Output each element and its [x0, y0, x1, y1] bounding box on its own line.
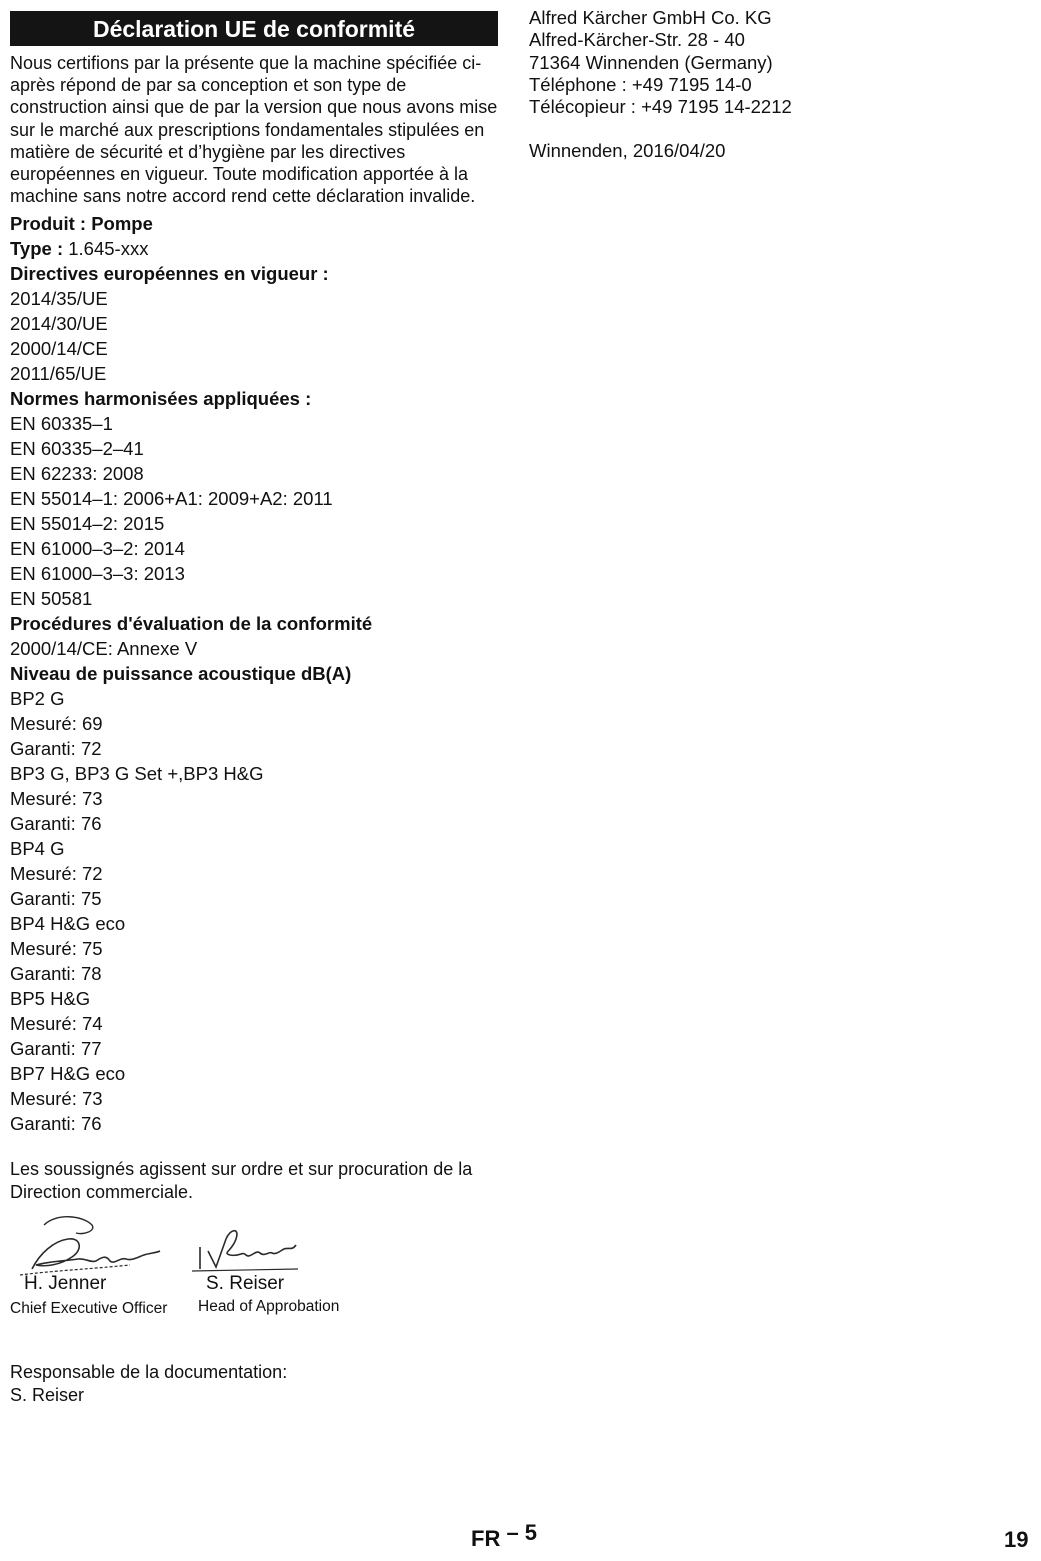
list-item: BP4 G: [10, 838, 65, 860]
standards-heading: Normes harmonisées appliquées :: [10, 388, 312, 410]
signatory-role-2: Head of Approbation: [198, 1298, 340, 1316]
list-item: Mesuré: 69: [10, 713, 103, 735]
signature-block: [10, 1211, 498, 1331]
jenner-signature-icon: [10, 1211, 170, 1281]
list-item: 2014/35/UE: [10, 288, 108, 310]
signatories-statement: Les soussignés agissent sur ordre et sur procuration de la Direction commerciale.: [10, 1159, 473, 1202]
list-item: Garanti: 76: [10, 813, 102, 835]
documentation-responsible: [10, 1361, 287, 1406]
product-label: Produit :: [10, 213, 87, 235]
list-item: Mesuré: 72: [10, 863, 103, 885]
acoustic-heading: Niveau de puissance acoustique dB(A): [10, 663, 352, 685]
list-item: Mesuré: 73: [10, 788, 103, 810]
list-item: Alfred-Kärcher-Str. 28 - 40: [529, 29, 745, 51]
list-item: BP2 G: [10, 688, 65, 710]
list-item: BP3 G, BP3 G Set +,BP3 H&G: [10, 763, 264, 785]
procedures-heading: Procédures d'évaluation de la conformité: [10, 613, 373, 635]
list-item: Mesuré: 75: [10, 938, 103, 960]
list-item: Télécopieur : +49 7195 14-2212: [529, 96, 792, 118]
reiser-signature-icon: [186, 1211, 306, 1281]
product-line: [10, 211, 498, 236]
list-item: Alfred Kärcher GmbH Co. KG: [529, 7, 772, 28]
company-address: [529, 7, 1009, 118]
product-value: Pompe: [91, 213, 153, 235]
documentation-name: S. Reiser: [10, 1384, 85, 1405]
list-item: EN 61000–3–3: 2013: [10, 563, 185, 585]
list-item: Téléphone : +49 7195 14-0: [529, 73, 752, 95]
list-item: EN 60335–1: [10, 413, 113, 435]
directives-list: [10, 286, 498, 386]
list-item: Garanti: 72: [10, 738, 102, 760]
list-item: 2014/30/UE: [10, 313, 108, 335]
page-title: Déclaration UE de conformité: [10, 11, 498, 46]
list-item: 2011/65/UE: [10, 363, 107, 385]
list-item: EN 50581: [10, 588, 93, 610]
signatory-name-1: H. Jenner: [24, 1273, 107, 1295]
footer-language: [471, 1520, 538, 1552]
directives-heading: Directives européennes en vigueur :: [10, 263, 329, 285]
list-item: Garanti: 78: [10, 963, 102, 985]
list-item: EN 62233: 2008: [10, 463, 144, 485]
list-item: EN 61000–3–2: 2014: [10, 538, 185, 560]
procedures-list: [10, 636, 498, 661]
list-item: Garanti: 75: [10, 888, 102, 910]
list-item: Garanti: 77: [10, 1038, 102, 1060]
place-date: Winnenden, 2016/04/20: [529, 140, 726, 162]
type-value: 1.645-xxx: [68, 238, 149, 260]
jenner-signature: [10, 1211, 180, 1318]
list-item: Garanti: 76: [10, 1113, 102, 1135]
company-column: [529, 7, 1009, 162]
declaration-column: [10, 11, 498, 1331]
documentation-label: Responsable de la documentation:: [10, 1362, 288, 1382]
list-item: EN 55014–2: 2015: [10, 513, 165, 535]
intro-paragraph: Nous certifions par la présente que la machine spécifiée ci-après répond de par sa conception et son type de construction ainsi que de par la version que nous avons mise sur le marché aux prescriptions fondamentales stipulées en matière de sécurité et d’hygiène par les directives européennes en vigueur. Toute modification apportée à la machine sans notre accord rend cette déclaration invalide.: [10, 53, 498, 207]
acoustic-list: [10, 686, 498, 1136]
type-line: [10, 236, 498, 261]
signatory-role-1: Chief Executive Officer: [10, 1300, 168, 1318]
list-item: BP7 H&G eco: [10, 1063, 126, 1085]
standards-list: [10, 411, 498, 611]
footer-section-number: – 5: [506, 1520, 538, 1545]
list-item: BP5 H&G: [10, 988, 91, 1010]
type-label: Type :: [10, 238, 64, 260]
list-item: EN 60335–2–41: [10, 438, 144, 460]
footer-lang-code: FR: [471, 1526, 501, 1551]
reiser-signature: [186, 1211, 346, 1316]
list-item: 71364 Winnenden (Germany): [529, 51, 773, 73]
list-item: 2000/14/CE: [10, 338, 108, 360]
list-item: Mesuré: 73: [10, 1088, 103, 1110]
declaration-details: [10, 211, 498, 1136]
signatory-name-2: S. Reiser: [206, 1273, 285, 1295]
list-item: EN 55014–1: 2006+A1: 2009+A2: 2011: [10, 488, 333, 510]
list-item: BP4 H&G eco: [10, 913, 126, 935]
list-item: Mesuré: 74: [10, 1013, 103, 1035]
page-number: 19: [1004, 1527, 1029, 1552]
list-item: 2000/14/CE: Annexe V: [10, 638, 198, 660]
